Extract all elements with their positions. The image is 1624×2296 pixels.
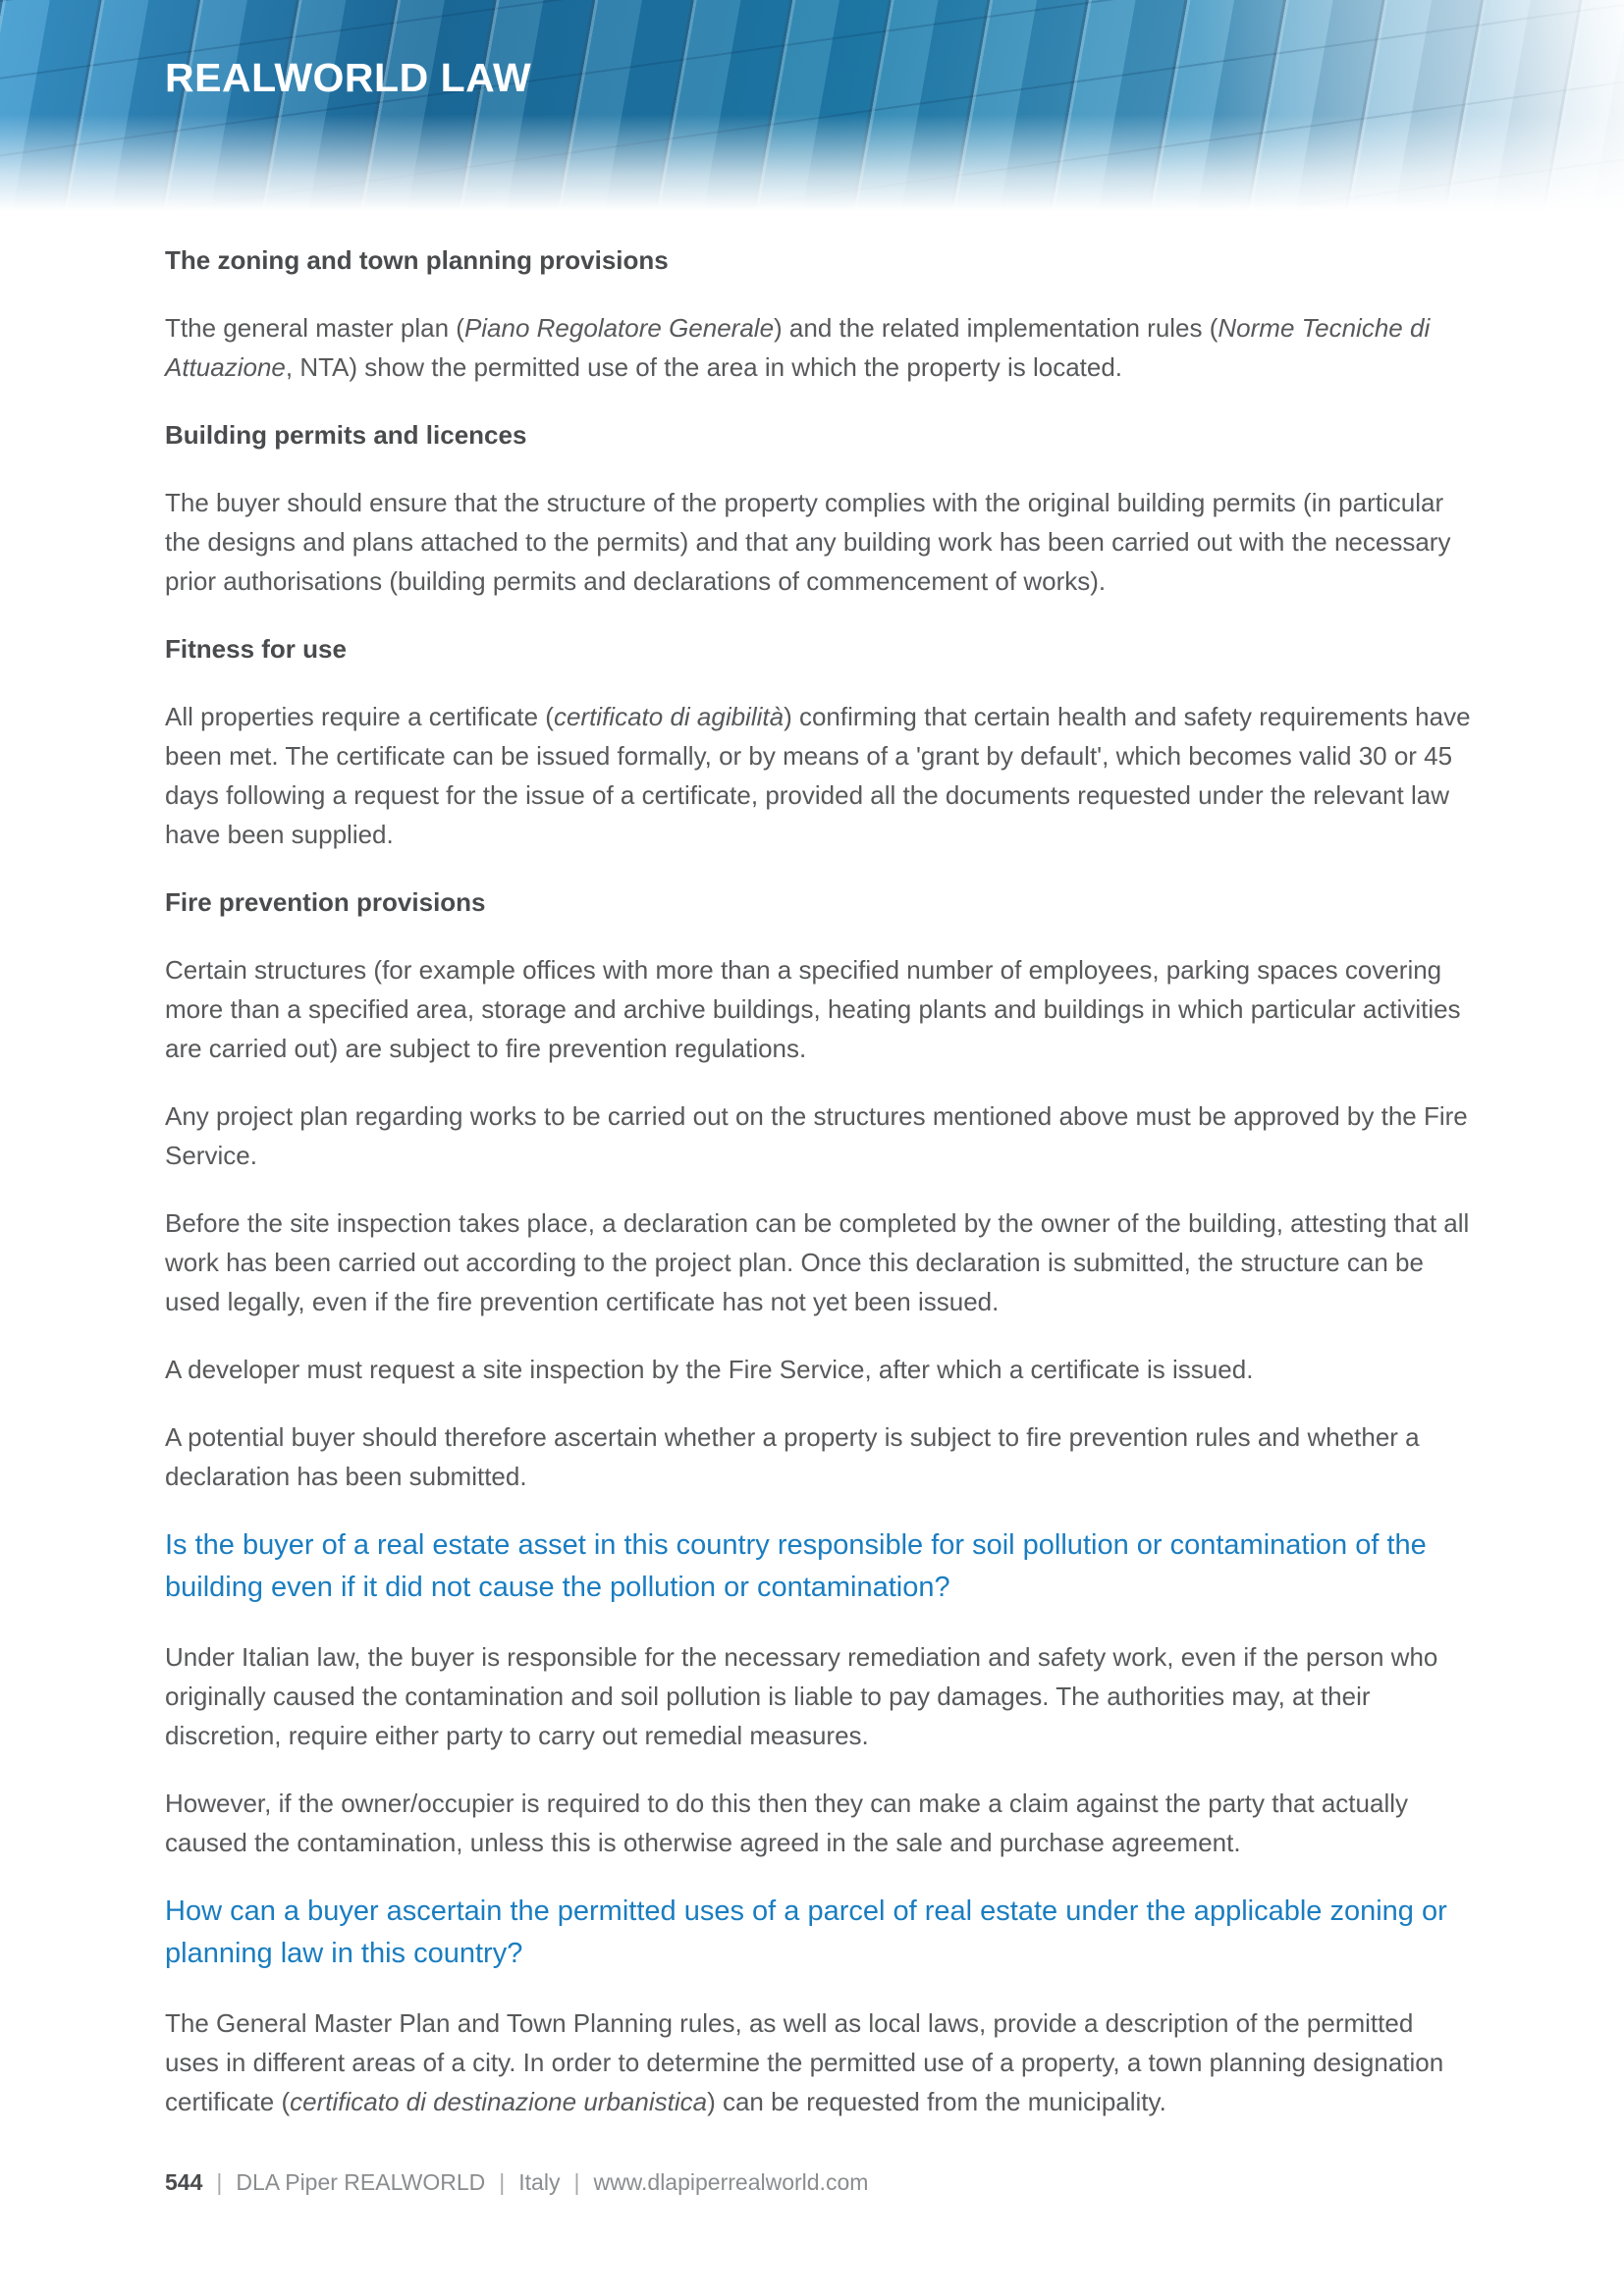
section-subheading: Fitness for use (165, 634, 347, 664)
section-subheading: Building permits and licences (165, 420, 527, 450)
document-body (0, 220, 1624, 2121)
footer-separator: | (499, 2169, 506, 2195)
footer-separator: | (216, 2169, 223, 2195)
question-heading: How can a buyer ascertain the permitted uses of a parcel of real estate under the applicable zoning or planning law in this country? (165, 1896, 1447, 1969)
footer-country: Italy (518, 2169, 561, 2195)
paragraph: Under Italian law, the buyer is responsible for the necessary remediation and safety work, even if the person who originally caused the contamination and soil pollution is liable to pay damages. The authorities may, at their discretion, require either party to carry out remedial measures. (165, 1642, 1438, 1750)
paragraph: Before the site inspection takes place, a declaration can be completed by the owner of the building, attesting that all work has been carried out according to the project plan. Once this declaration is submitted, the structure can be used legally, even if the fire prevention certificate has not yet been issued. (165, 1208, 1470, 1316)
brand-title: REALWORLD LAW (165, 55, 532, 100)
paragraph: A developer must request a site inspection by the Fire Service, after which a certificate is issued. (165, 1355, 1254, 1384)
paragraph: A potential buyer should therefore ascertain whether a property is subject to fire prevention rules and whether a declaration has been submitted. (165, 1422, 1420, 1491)
paragraph: The General Master Plan and Town Planning rules, as well as local laws, provide a description of the permitted uses in different areas of a city. In order to determine the permitted use of a property, a town planning designation certificate (certificato di destinazione urbanistica) can be requested from the municipality. (165, 2008, 1444, 2116)
footer-url: www.dlapiperrealworld.com (593, 2169, 869, 2195)
page-number: 544 (165, 2169, 203, 2195)
paragraph: Any project plan regarding works to be carried out on the structures mentioned above must be approved by the Fire Service. (165, 1101, 1468, 1170)
paragraph: Tthe general master plan (Piano Regolatore Generale) and the related implementation rules (Norme Tecniche di Attuazione, NTA) show the permitted use of the area in which the property is located. (165, 313, 1431, 382)
page-footer (165, 2165, 868, 2199)
paragraph: Certain structures (for example offices with more than a specified number of employees, parking spaces covering more than a specified area, storage and archive buildings, heating plants and buildings in which particular activities are carried out) are subject to fire prevention regulations. (165, 955, 1461, 1063)
footer-brand: DLA Piper REALWORLD (236, 2169, 486, 2195)
footer-separator: | (573, 2169, 580, 2195)
section-subheading: The zoning and town planning provisions (165, 245, 669, 275)
paragraph: The buyer should ensure that the structure of the property complies with the original building permits (in particular the designs and plans attached to the permits) and that any building work has been carried out with the necessary prior authorisations (building permits and declarations of commencement of works). (165, 488, 1451, 596)
header-banner (0, 0, 1624, 220)
paragraph: However, if the owner/occupier is required to do this then they can make a claim against the party that actually caused the contamination, unless this is otherwise agreed in the sale and purchase agreement. (165, 1789, 1409, 1857)
question-heading: Is the buyer of a real estate asset in this country responsible for soil pollution or contamination of the building even if it did not cause the pollution or contamination? (165, 1529, 1427, 1603)
paragraph: All properties require a certificate (certificato di agibilità) confirming that certain health and safety requirements have been met. The certificate can be issued formally, or by means of a 'grant by default', which becomes valid 30 or 45 days following a request for the issue of a certificate, provided all the documents requested under the relevant law have been supplied. (165, 702, 1471, 849)
section-subheading: Fire prevention provisions (165, 887, 486, 917)
